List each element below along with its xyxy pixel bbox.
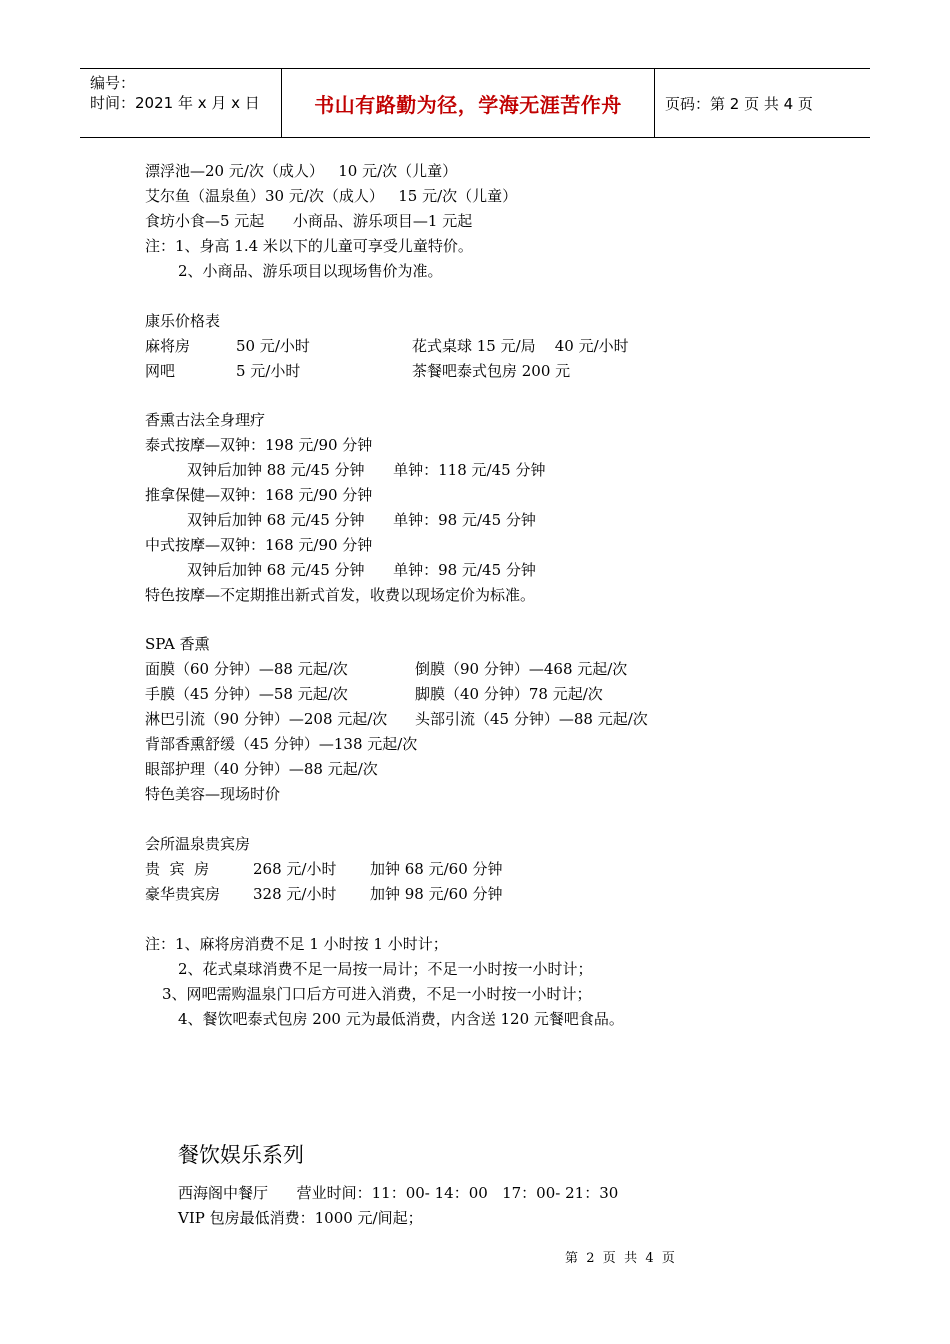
text-line: 泰式按摩—双钟：198 元/90 分钟 (145, 436, 373, 454)
price-item: 倒膜（90 分钟）—468 元起/次 (415, 660, 628, 678)
price-item: 麻将房 (145, 337, 191, 355)
text-line: 推拿保健—双钟：168 元/90 分钟 (145, 486, 373, 504)
section-title: 餐饮娱乐系列 (178, 1143, 304, 1167)
price-value: 5 元/小时 (236, 362, 301, 380)
price-item: 淋巴引流（90 分钟）—208 元起/次 (145, 710, 388, 728)
price-item: 特色美容—现场时价 (145, 785, 281, 803)
section-heading: 会所温泉贵宾房 (145, 835, 251, 853)
header-info-cell (80, 69, 282, 137)
price-value: 50 元/小时 (236, 337, 310, 355)
note-line: 2、花式桌球消费不足一局按一局计；不足一小时按一小时计； (178, 960, 593, 978)
text-line: 双钟后加钟 68 元/45 分钟 单钟：98 元/45 分钟 (187, 511, 536, 529)
text-line: 食坊小食—5 元起 小商品、游乐项目—1 元起 (145, 212, 473, 230)
price-value: 加钟 98 元/60 分钟 (370, 885, 503, 903)
price-item: 眼部护理（40 分钟）—88 元起/次 (145, 760, 378, 778)
price-item: 背部香熏舒缓（45 分钟）—138 元起/次 (145, 735, 418, 753)
price-item: 豪华贵宾房 (145, 885, 221, 903)
price-item: 手膜（45 分钟）—58 元起/次 (145, 685, 348, 703)
page-header (80, 68, 870, 138)
price-item: 脚膜（40 分钟）78 元起/次 (415, 685, 603, 703)
header-motto: 书山有路勤为径，学海无涯苦作舟 (282, 69, 655, 137)
text-line: 艾尔鱼（温泉鱼）30 元/次（成人） 15 元/次（儿童） (145, 187, 518, 205)
price-item: 茶餐吧泰式包房 200 元 (412, 362, 571, 380)
text-line: VIP 包房最低消费：1000 元/间起； (178, 1209, 423, 1227)
note-line: 注：1、身高 1.4 米以下的儿童可享受儿童特价。 (145, 237, 473, 255)
note-line: 4、餐饮吧泰式包房 200 元为最低消费，内含送 120 元餐吧食品。 (178, 1010, 624, 1028)
section-heading: 康乐价格表 (145, 312, 221, 330)
page-footer: 第 2 页 共 4 页 (565, 1251, 675, 1266)
text-line: 双钟后加钟 88 元/45 分钟 单钟：118 元/45 分钟 (187, 461, 546, 479)
price-item: 网吧 (145, 362, 176, 380)
note-line: 注：1、麻将房消费不足 1 小时按 1 小时计； (145, 935, 448, 953)
price-item: 花式桌球 15 元/局 40 元/小时 (412, 337, 629, 355)
note-line: 2、小商品、游乐项目以现场售价为准。 (178, 262, 443, 280)
text-line: 中式按摩—双钟：168 元/90 分钟 (145, 536, 373, 554)
section-heading: 香熏古法全身理疗 (145, 411, 266, 429)
header-page-label: 页码：第 2 页 共 4 页 (665, 94, 813, 113)
text-line: 特色按摩—不定期推出新式首发，收费以现场定价为标准。 (145, 586, 536, 604)
section-heading: SPA 香熏 (145, 635, 210, 653)
text-line: 双钟后加钟 68 元/45 分钟 单钟：98 元/45 分钟 (187, 561, 536, 579)
price-item: 面膜（60 分钟）—88 元起/次 (145, 660, 348, 678)
price-value: 328 元/小时 (253, 885, 337, 903)
doc-code-label: 编号： (90, 74, 136, 92)
text-line: 西海阁中餐厅 营业时间：11：00- 14：00 17：00- 21：30 (178, 1184, 619, 1202)
note-line: 3、网吧需购温泉门口后方可进入消费，不足一小时按一小时计； (162, 985, 592, 1003)
doc-time-label: 时间：2021 年 x 月 x 日 (90, 94, 260, 112)
price-value: 268 元/小时 (253, 860, 337, 878)
text-line: 漂浮池—20 元/次（成人） 10 元/次（儿童） (145, 162, 458, 180)
price-value: 加钟 68 元/60 分钟 (370, 860, 503, 878)
price-item: 头部引流（45 分钟）—88 元起/次 (415, 710, 648, 728)
price-item: 贵 宾 房 (145, 860, 210, 878)
